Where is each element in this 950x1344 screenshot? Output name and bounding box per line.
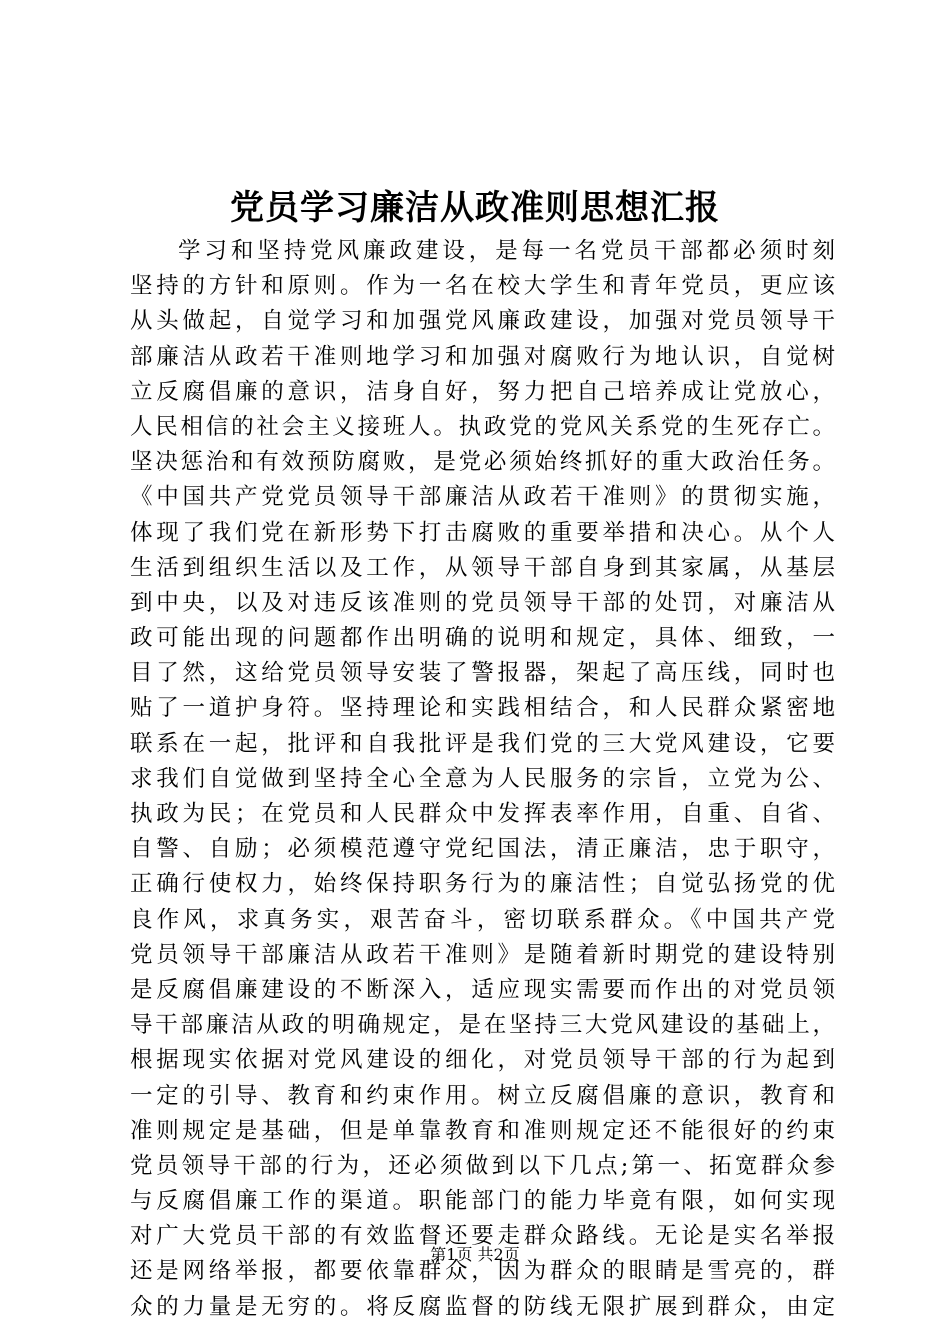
paragraph-line: 根据现实依据对党风建设的细化，对党员领导干部的行为起到: [130, 1047, 835, 1074]
paragraph-line: 党员领导干部的行为，还必须做到以下几点;第一、拓宽群众参: [130, 1152, 835, 1179]
paragraph-line: 《中国共产党党员领导干部廉洁从政若干准则》的贯彻实施，: [130, 484, 835, 511]
paragraph-line: 政可能出现的问题都作出明确的说明和规定，具体、细致，一: [130, 625, 835, 652]
paragraph-line: 党员领导干部廉洁从政若干准则》是随着新时期党的建设特别: [130, 941, 835, 968]
paragraph-line: 学习和坚持党风廉政建设，是每一名党员干部都必须时刻: [178, 238, 835, 264]
paragraph-line: 人民相信的社会主义接班人。执政党的党风关系党的生死存亡。: [130, 413, 835, 440]
paragraph-line: 一定的引导、教育和约束作用。树立反腐倡廉的意识，教育和: [130, 1082, 835, 1109]
paragraph-line: 自警、自励；必须模范遵守党纪国法，清正廉洁，忠于职守，: [130, 836, 835, 863]
page-footer: 第1页 共2页: [430, 1245, 520, 1264]
paragraph-line: 坚决惩治和有效预防腐败，是党必须始终抓好的重大政治任务。: [130, 449, 835, 476]
body-paragraph: [130, 234, 835, 1325]
paragraph-line: 求我们自觉做到坚持全心全意为人民服务的宗旨，立党为公、: [130, 765, 835, 792]
paragraph-line: 体现了我们党在新形势下打击腐败的重要举措和决心。从个人: [130, 519, 835, 546]
page-title: 党员学习廉洁从政准则思想汇报: [230, 188, 720, 228]
paragraph-line: 从头做起，自觉学习和加强党风廉政建设，加强对党员领导干: [130, 308, 835, 335]
paragraph-line: 还是网络举报，都要依靠群众，因为群众的眼睛是雪亮的，群: [130, 1258, 835, 1285]
paragraph-line: 众的力量是无穷的。将反腐监督的防线无限扩展到群众，由定: [130, 1293, 835, 1320]
paragraph-line: 部廉洁从政若干准则地学习和加强对腐败行为地认识，自觉树: [130, 343, 835, 370]
paragraph-line: 联系在一起，批评和自我批评是我们党的三大党风建设，它要: [130, 730, 835, 757]
paragraph-line: 目了然，这给党员领导安装了警报器，架起了高压线，同时也: [130, 660, 835, 687]
paragraph-line: 正确行使权力，始终保持职务行为的廉洁性；自觉弘扬党的优: [130, 871, 835, 898]
paragraph-line: 导干部廉洁从政的明确规定，是在坚持三大党风建设的基础上，: [130, 1012, 835, 1039]
paragraph-line: 是反腐倡廉建设的不断深入，适应现实需要而作出的对党员领: [130, 976, 835, 1003]
paragraph-line: 坚持的方针和原则。作为一名在校大学生和青年党员，更应该: [130, 273, 835, 300]
paragraph-line: 良作风，求真务实，艰苦奋斗，密切联系群众。《中国共产党: [130, 906, 835, 933]
paragraph-line: 执政为民；在党员和人民群众中发挥表率作用，自重、自省、: [130, 801, 835, 827]
paragraph-line: 立反腐倡廉的意识，洁身自好，努力把自己培养成让党放心，: [130, 378, 835, 405]
paragraph-line: 与反腐倡廉工作的渠道。职能部门的能力毕竟有限，如何实现: [130, 1188, 835, 1215]
paragraph-line: 贴了一道护身符。坚持理论和实践相结合，和人民群众紧密地: [130, 695, 835, 722]
paragraph-line: 生活到组织生活以及工作，从领导干部自身到其家属，从基层: [130, 554, 835, 581]
paragraph-line: 到中央，以及对违反该准则的党员领导干部的处罚，对廉洁从: [130, 589, 835, 616]
paragraph-line: 对广大党员干部的有效监督还要走群众路线。无论是实名举报: [130, 1223, 835, 1250]
paragraph-line: 准则规定是基础，但是单靠教育和准则规定还不能很好的约束: [130, 1117, 835, 1144]
